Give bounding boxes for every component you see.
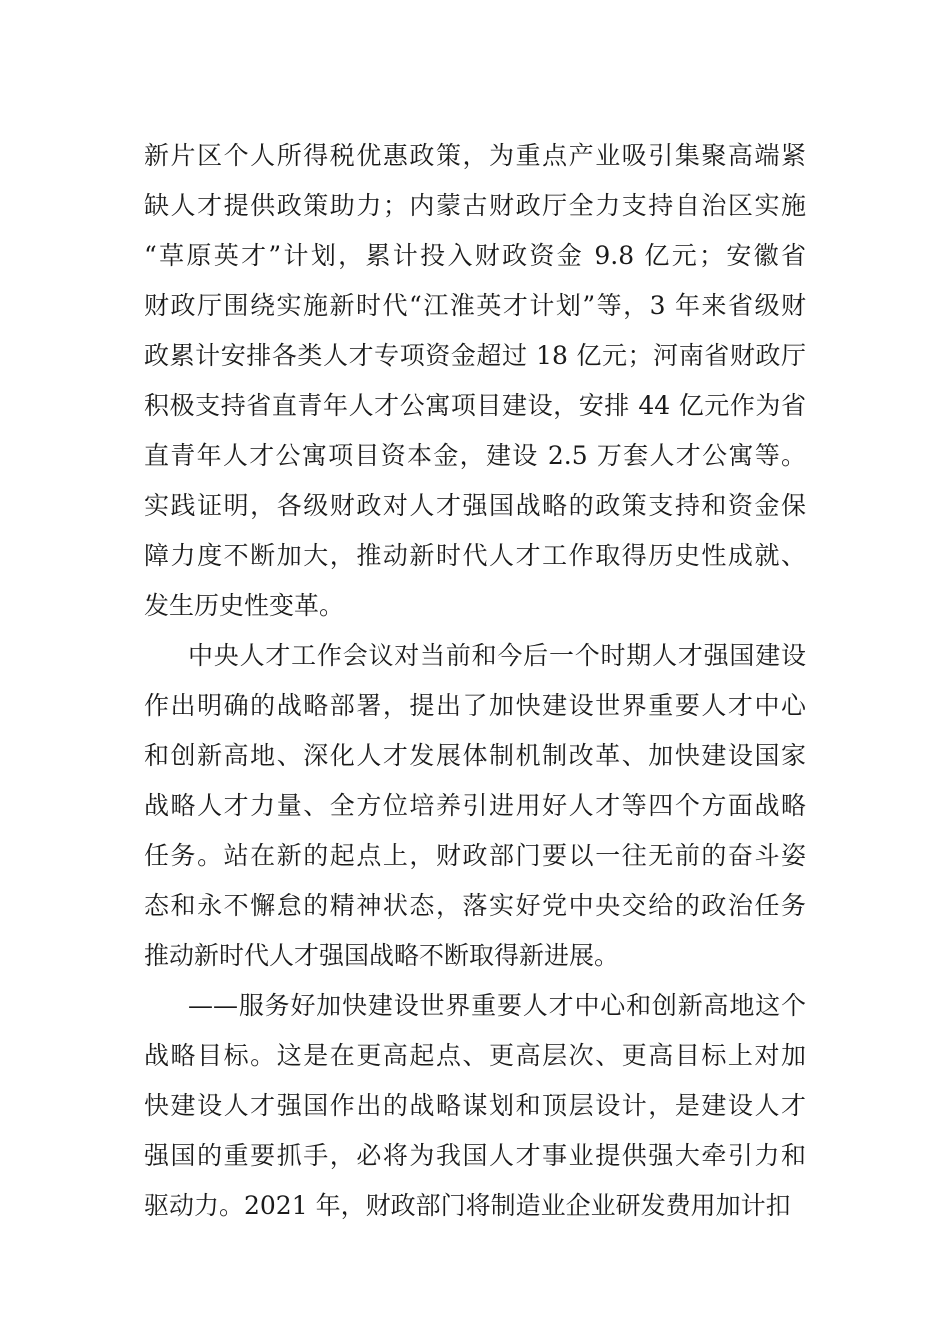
text-line: 态和永不懈怠的精神状态，落实好党中央交给的政治任务: [144, 891, 806, 920]
text-line: 快建设人才强国作出的战略谋划和顶层设计，是建设人才: [144, 1091, 806, 1120]
text-line: ——服务好加快建设世界重要人才中心和创新高地这个: [188, 991, 806, 1020]
paragraph: [144, 631, 806, 981]
text-line: 实践证明，各级财政对人才强国战略的政策支持和资金保: [144, 491, 806, 520]
paragraph: [144, 131, 806, 631]
text-line: 直青年人才公寓项目资本金，建设 2.5 万套人才公寓等。: [144, 441, 806, 470]
text-line: 财政厅围绕实施新时代“江淮英才计划”等，3 年来省级财: [144, 291, 806, 320]
text-line: 发生历史性变革。: [144, 591, 345, 620]
text-line: 驱动力。2021 年，财政部门将制造业企业研发费用加计扣: [144, 1191, 791, 1220]
paragraph: [144, 981, 806, 1231]
text-line: 战略目标。这是在更高起点、更高层次、更高目标上对加: [144, 1041, 806, 1070]
text-line: 新片区个人所得税优惠政策，为重点产业吸引集聚高端紧: [144, 141, 806, 170]
text-line: 和创新高地、深化人才发展体制机制改革、加快建设国家: [144, 741, 806, 770]
text-line: 积极支持省直青年人才公寓项目建设，安排 44 亿元作为省: [144, 391, 806, 420]
text-line: 推动新时代人才强国战略不断取得新进展。: [144, 941, 620, 970]
text-line: 任务。站在新的起点上，财政部门要以一往无前的奋斗姿: [144, 841, 806, 870]
text-line: “草原英才”计划，累计投入财政资金 9.8 亿元；安徽省: [144, 241, 806, 270]
text-line: 战略人才力量、全方位培养引进用好人才等四个方面战略: [144, 791, 806, 820]
text-line: 作出明确的战略部署，提出了加快建设世界重要人才中心: [144, 691, 806, 720]
text-line: 中央人才工作会议对当前和今后一个时期人才强国建设: [188, 641, 806, 670]
text-line: 障力度不断加大，推动新时代人才工作取得历史性成就、: [144, 541, 806, 570]
text-line: 强国的重要抓手，必将为我国人才事业提供强大牵引力和: [144, 1141, 806, 1170]
document-body: [144, 131, 806, 1231]
text-line: 缺人才提供政策助力；内蒙古财政厅全力支持自治区实施: [144, 191, 806, 220]
text-line: 政累计安排各类人才专项资金超过 18 亿元；河南省财政厅: [144, 341, 806, 370]
